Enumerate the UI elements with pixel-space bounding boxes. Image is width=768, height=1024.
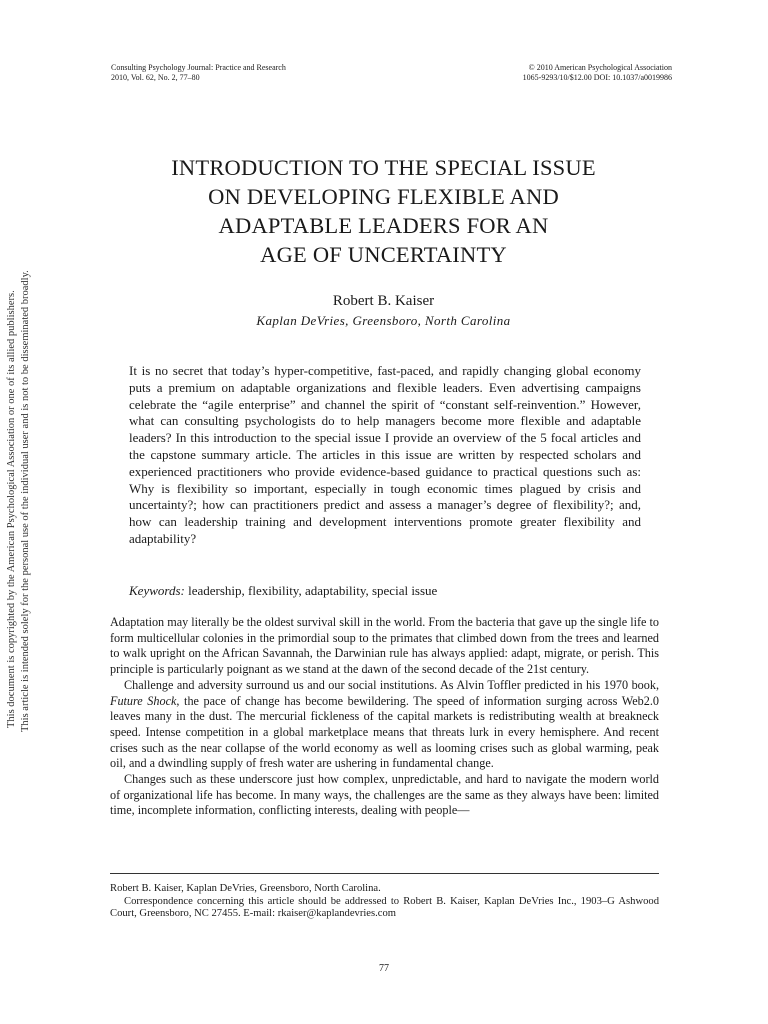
- author-name: Robert B. Kaiser: [332, 293, 435, 309]
- copyright-sidebar: [4, 260, 32, 760]
- body-paragraph: Changes such as these underscore just how complex, unpredictable, and hard to navigate the modern world of organizational life has become. In many ways, the challenges are the same as they always have been: limited time, incomplete information, conflicting interests, dealing with people—: [110, 772, 659, 818]
- title-line: INTRODUCTION TO THE SPECIAL ISSUE: [171, 155, 596, 180]
- sidebar-line: This article is intended solely for the personal use of the individual user and is not to be disseminated broadly.: [20, 270, 31, 732]
- copyright-notice: © 2010 American Psychological Association: [528, 63, 672, 72]
- book-title: Future Shock: [110, 693, 177, 708]
- journal-volume: 2010, Vol. 62, No. 2, 77–80: [111, 73, 200, 82]
- author-footnote: [110, 883, 659, 921]
- footnote-line: Robert B. Kaiser, Kaplan DeVries, Greensboro, North Carolina.: [110, 883, 381, 894]
- article-body: [110, 615, 659, 819]
- keywords-text: leadership, flexibility, adaptability, special issue: [188, 583, 438, 598]
- title-line: AGE OF UNCERTAINTY: [260, 242, 507, 267]
- title-line: ON DEVELOPING FLEXIBLE AND: [208, 184, 559, 209]
- copyright-header: [523, 63, 672, 83]
- footnote-line: Correspondence concerning this article should be addressed to Robert B. Kaiser, Kaplan DeVries Inc., 1903–G Ashwood Court, Greensboro, NC 27455. E-mail: rkaiser@kaplandevries.com: [110, 895, 659, 920]
- footnote-divider: [110, 873, 659, 874]
- abstract: It is no secret that today’s hyper-competitive, fast-paced, and rapidly changing global economy puts a premium on adaptable organizations and flexible leaders. Even advertising campaigns celebrate the “agile enterprise” and channel the spirit of “constant self-reinvention.” However, what can consulting psychologists do to help managers become more flexible and adaptable leaders? In this introduction to the special issue I provide an overview of the 5 focal articles and the capstone summary article. The articles in this issue are written by respected scholars and experienced practitioners who provide evidence-based guidance to practical questions such as: Why is flexibility so important, especially in tough economic times plagued by crisis and uncertainty?; how can practitioners predict and assess a manager’s degree of flexibility?; and, how can leadership training and development interventions promote greater flexibility and adaptability?: [129, 363, 641, 546]
- body-paragraph: Adaptation may literally be the oldest survival skill in the world. From the bacteria that gave up the single life to form multicellular colonies in the primordial soup to the primates that climbed down from the trees and learned to walk upright on the African Savannah, the Darwinian rule has always applied: adapt, migrate, or perish. This principle is particularly poignant as we stand at the dawn of the second decade of the 21st century.: [110, 615, 659, 677]
- body-paragraph: [110, 678, 659, 772]
- body-text: , the pace of change has become bewildering. The speed of information surging across Web2.0 leaves many in the dust. The mercurial fickleness of the capital markets is redistributing wealth at breakneck speed. Intense competition in a global marketplace means that threats lurk in every hemisphere. And recent crises such as the near collapse of the world economy as well as looming crises such as global warming, peak oil, and a dwindling supply of fresh water are ushering in fundamental change.: [110, 693, 659, 771]
- sidebar-line: This document is copyrighted by the American Psychological Association or one of its allied publishers.: [6, 290, 17, 728]
- journal-header: [111, 63, 286, 83]
- author-affiliation: Kaplan DeVries, Greensboro, North Carolina: [256, 313, 511, 328]
- article-title: [100, 153, 667, 269]
- page-number: 77: [379, 963, 389, 974]
- title-line: ADAPTABLE LEADERS FOR AN: [218, 213, 549, 238]
- body-text: Challenge and adversity surround us and our social institutions. As Alvin Toffler predicted in his 1970 book,: [124, 677, 659, 692]
- keywords: [129, 583, 641, 599]
- keywords-label: Keywords:: [129, 583, 185, 598]
- journal-name: Consulting Psychology Journal: Practice and Research: [111, 63, 286, 72]
- doi-info: 1065-9293/10/$12.00 DOI: 10.1037/a0019986: [522, 73, 672, 82]
